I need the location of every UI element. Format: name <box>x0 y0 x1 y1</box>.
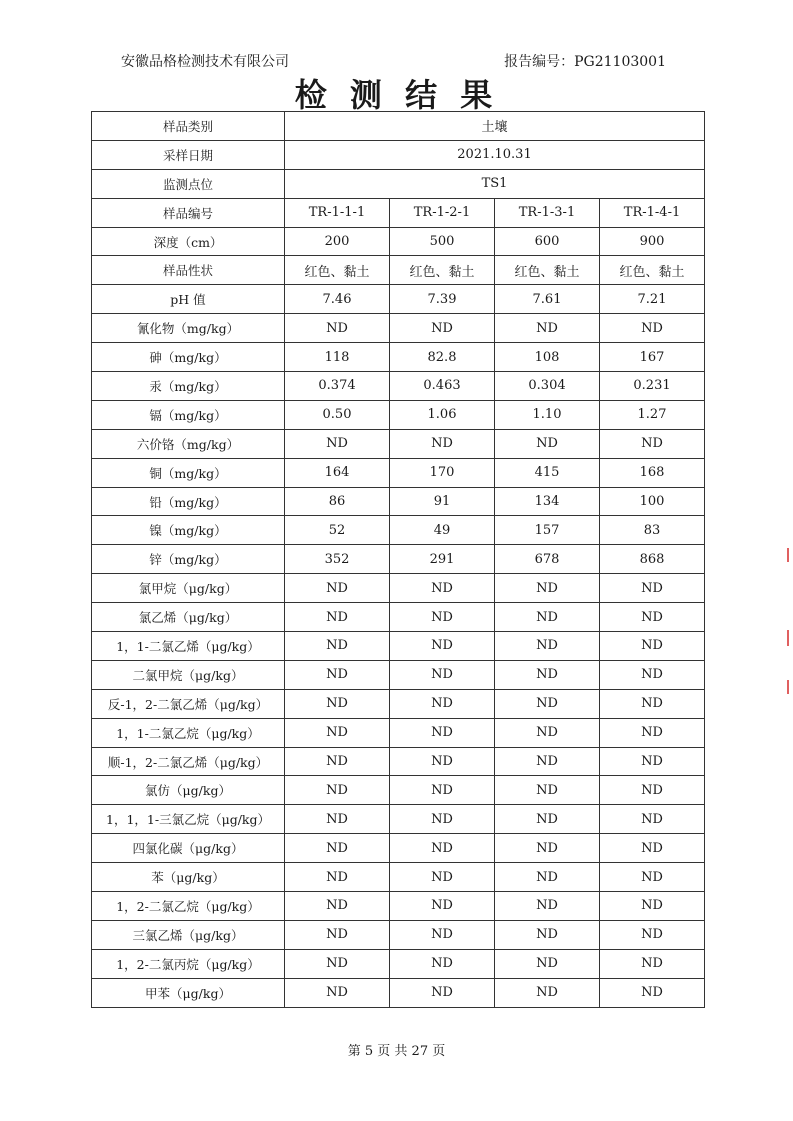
cell-value: ND <box>495 863 600 892</box>
edge-mark <box>787 680 789 694</box>
cell-value: ND <box>285 689 390 718</box>
sample-type-value: 土壤 <box>285 112 705 141</box>
cell-value: 134 <box>495 487 600 516</box>
cell-value: ND <box>600 603 705 632</box>
cell-value: ND <box>285 892 390 921</box>
row-label: pH 值 <box>92 285 285 314</box>
cell-value: 0.304 <box>495 372 600 401</box>
cell-value: ND <box>600 776 705 805</box>
cell-value: 900 <box>600 227 705 256</box>
table-row <box>92 343 705 372</box>
row-label: 六价铬（mg/kg） <box>92 429 285 458</box>
cell-value: 678 <box>495 545 600 574</box>
table-row <box>92 169 705 198</box>
cell-value: ND <box>285 574 390 603</box>
table-row <box>92 198 705 227</box>
cell-value: 7.46 <box>285 285 390 314</box>
cell-value: TR-1-2-1 <box>390 198 495 227</box>
cell-value: ND <box>390 660 495 689</box>
edge-mark <box>787 548 789 562</box>
row-label: 甲苯（μg/kg） <box>92 978 285 1007</box>
cell-value: ND <box>390 718 495 747</box>
cell-value: ND <box>495 747 600 776</box>
cell-value: ND <box>495 314 600 343</box>
table-row <box>92 834 705 863</box>
cell-value: ND <box>390 892 495 921</box>
table-row <box>92 603 705 632</box>
table-row <box>92 689 705 718</box>
cell-value: ND <box>390 429 495 458</box>
table-row <box>92 805 705 834</box>
cell-value: 49 <box>390 516 495 545</box>
cell-value: ND <box>285 747 390 776</box>
cell-value: 86 <box>285 487 390 516</box>
cell-value: 415 <box>495 458 600 487</box>
cell-value: 红色、黏土 <box>285 256 390 285</box>
cell-value: ND <box>285 978 390 1007</box>
cell-value: ND <box>390 805 495 834</box>
cell-value: ND <box>285 632 390 661</box>
cell-value: ND <box>495 429 600 458</box>
cell-value: 118 <box>285 343 390 372</box>
cell-value: ND <box>600 834 705 863</box>
row-label: 1，1-二氯乙烷（μg/kg） <box>92 718 285 747</box>
page-footer: 第 5 页 共 27 页 <box>347 1044 446 1059</box>
table-row <box>92 458 705 487</box>
row-label: 三氯乙烯（μg/kg） <box>92 920 285 949</box>
table-row <box>92 718 705 747</box>
cell-value: ND <box>600 718 705 747</box>
cell-value: ND <box>390 689 495 718</box>
table-row <box>92 545 705 574</box>
row-label: 镍（mg/kg） <box>92 516 285 545</box>
table-row <box>92 892 705 921</box>
row-label: 氯甲烷（μg/kg） <box>92 574 285 603</box>
cell-value: 168 <box>600 458 705 487</box>
row-label: 四氯化碳（μg/kg） <box>92 834 285 863</box>
table-row <box>92 400 705 429</box>
cell-value: ND <box>600 920 705 949</box>
table-row <box>92 314 705 343</box>
cell-value: ND <box>390 603 495 632</box>
row-label: 深度（cm） <box>92 227 285 256</box>
cell-value: ND <box>495 660 600 689</box>
cell-value: 1.06 <box>390 400 495 429</box>
row-label: 氯仿（μg/kg） <box>92 776 285 805</box>
row-label: 苯（μg/kg） <box>92 863 285 892</box>
cell-value: ND <box>285 603 390 632</box>
table-row <box>92 632 705 661</box>
cell-value: ND <box>285 718 390 747</box>
cell-value: 170 <box>390 458 495 487</box>
cell-value: 91 <box>390 487 495 516</box>
edge-mark <box>787 630 789 646</box>
page-title: 检 测 结 果 <box>294 76 499 114</box>
cell-value: ND <box>285 920 390 949</box>
cell-value: 167 <box>600 343 705 372</box>
cell-value: ND <box>285 660 390 689</box>
cell-value: 52 <box>285 516 390 545</box>
table-row <box>92 747 705 776</box>
row-label: 氯乙烯（μg/kg） <box>92 603 285 632</box>
row-label: 锌（mg/kg） <box>92 545 285 574</box>
cell-value: ND <box>285 834 390 863</box>
row-label: 铅（mg/kg） <box>92 487 285 516</box>
table-row <box>92 574 705 603</box>
cell-value: ND <box>600 574 705 603</box>
monitoring-site-label: 监测点位 <box>92 169 285 198</box>
table-row <box>92 920 705 949</box>
cell-value: ND <box>600 747 705 776</box>
cell-value: ND <box>285 776 390 805</box>
row-label: 氰化物（mg/kg） <box>92 314 285 343</box>
cell-value: ND <box>495 978 600 1007</box>
table-row <box>92 429 705 458</box>
cell-value: TR-1-4-1 <box>600 198 705 227</box>
table-row <box>92 487 705 516</box>
cell-value: 7.61 <box>495 285 600 314</box>
table-row <box>92 660 705 689</box>
cell-value: 352 <box>285 545 390 574</box>
cell-value: ND <box>600 429 705 458</box>
table-row <box>92 372 705 401</box>
cell-value: 0.231 <box>600 372 705 401</box>
cell-value: 0.50 <box>285 400 390 429</box>
cell-value: 164 <box>285 458 390 487</box>
row-label: 1，2-二氯丙烷（μg/kg） <box>92 949 285 978</box>
cell-value: ND <box>600 863 705 892</box>
cell-value: ND <box>390 920 495 949</box>
cell-value: ND <box>600 978 705 1007</box>
cell-value: 7.21 <box>600 285 705 314</box>
row-label: 汞（mg/kg） <box>92 372 285 401</box>
row-label: 1，2-二氯乙烷（μg/kg） <box>92 892 285 921</box>
row-label: 1，1-二氯乙烯（μg/kg） <box>92 632 285 661</box>
row-label: 反-1，2-二氯乙烯（μg/kg） <box>92 689 285 718</box>
cell-value: ND <box>495 603 600 632</box>
table-row <box>92 140 705 169</box>
cell-value: ND <box>390 949 495 978</box>
table-row <box>92 978 705 1007</box>
cell-value: 600 <box>495 227 600 256</box>
cell-value: ND <box>600 949 705 978</box>
table-row <box>92 227 705 256</box>
cell-value: ND <box>495 574 600 603</box>
row-label: 顺-1，2-二氯乙烯（μg/kg） <box>92 747 285 776</box>
cell-value: ND <box>495 718 600 747</box>
sampling-date-label: 采样日期 <box>92 140 285 169</box>
sampling-date-value: 2021.10.31 <box>285 140 705 169</box>
cell-value: 100 <box>600 487 705 516</box>
table-row <box>92 949 705 978</box>
cell-value: ND <box>600 632 705 661</box>
cell-value: ND <box>495 776 600 805</box>
cell-value: 1.10 <box>495 400 600 429</box>
cell-value: 0.463 <box>390 372 495 401</box>
row-label: 样品编号 <box>92 198 285 227</box>
row-label: 二氯甲烷（μg/kg） <box>92 660 285 689</box>
cell-value: ND <box>285 429 390 458</box>
cell-value: 108 <box>495 343 600 372</box>
cell-value: ND <box>390 834 495 863</box>
cell-value: ND <box>285 314 390 343</box>
cell-value: 500 <box>390 227 495 256</box>
monitoring-site-value: TS1 <box>285 169 705 198</box>
sample-type-label: 样品类别 <box>92 112 285 141</box>
cell-value: ND <box>285 863 390 892</box>
table-row <box>92 516 705 545</box>
cell-value: 红色、黏土 <box>600 256 705 285</box>
row-label: 铜（mg/kg） <box>92 458 285 487</box>
results-table <box>91 111 705 1008</box>
table-row <box>92 285 705 314</box>
cell-value: 83 <box>600 516 705 545</box>
cell-value: 红色、黏土 <box>390 256 495 285</box>
cell-value: ND <box>600 805 705 834</box>
cell-value: ND <box>495 632 600 661</box>
cell-value: ND <box>495 834 600 863</box>
row-label: 镉（mg/kg） <box>92 400 285 429</box>
cell-value: ND <box>390 632 495 661</box>
cell-value: 200 <box>285 227 390 256</box>
cell-value: ND <box>390 776 495 805</box>
cell-value: ND <box>285 949 390 978</box>
row-label: 1，1，1-三氯乙烷（μg/kg） <box>92 805 285 834</box>
cell-value: ND <box>390 314 495 343</box>
cell-value: ND <box>495 920 600 949</box>
cell-value: ND <box>390 978 495 1007</box>
cell-value: 1.27 <box>600 400 705 429</box>
cell-value: ND <box>390 574 495 603</box>
cell-value: ND <box>495 689 600 718</box>
row-label: 砷（mg/kg） <box>92 343 285 372</box>
company-name: 安徽品格检测技术有限公司 <box>121 54 289 70</box>
table-row <box>92 256 705 285</box>
cell-value: 868 <box>600 545 705 574</box>
cell-value: 157 <box>495 516 600 545</box>
cell-value: ND <box>495 949 600 978</box>
cell-value: ND <box>600 689 705 718</box>
table-row <box>92 112 705 141</box>
cell-value: 红色、黏土 <box>495 256 600 285</box>
cell-value: TR-1-3-1 <box>495 198 600 227</box>
cell-value: 82.8 <box>390 343 495 372</box>
cell-value: ND <box>495 805 600 834</box>
cell-value: TR-1-1-1 <box>285 198 390 227</box>
table-row <box>92 776 705 805</box>
cell-value: ND <box>495 892 600 921</box>
cell-value: ND <box>600 892 705 921</box>
cell-value: ND <box>600 314 705 343</box>
cell-value: ND <box>390 747 495 776</box>
row-label: 样品性状 <box>92 256 285 285</box>
cell-value: ND <box>390 863 495 892</box>
cell-value: ND <box>600 660 705 689</box>
cell-value: 0.374 <box>285 372 390 401</box>
cell-value: 291 <box>390 545 495 574</box>
report-number: 报告编号：PG21103001 <box>504 54 666 70</box>
cell-value: ND <box>285 805 390 834</box>
cell-value: 7.39 <box>390 285 495 314</box>
table-row <box>92 863 705 892</box>
